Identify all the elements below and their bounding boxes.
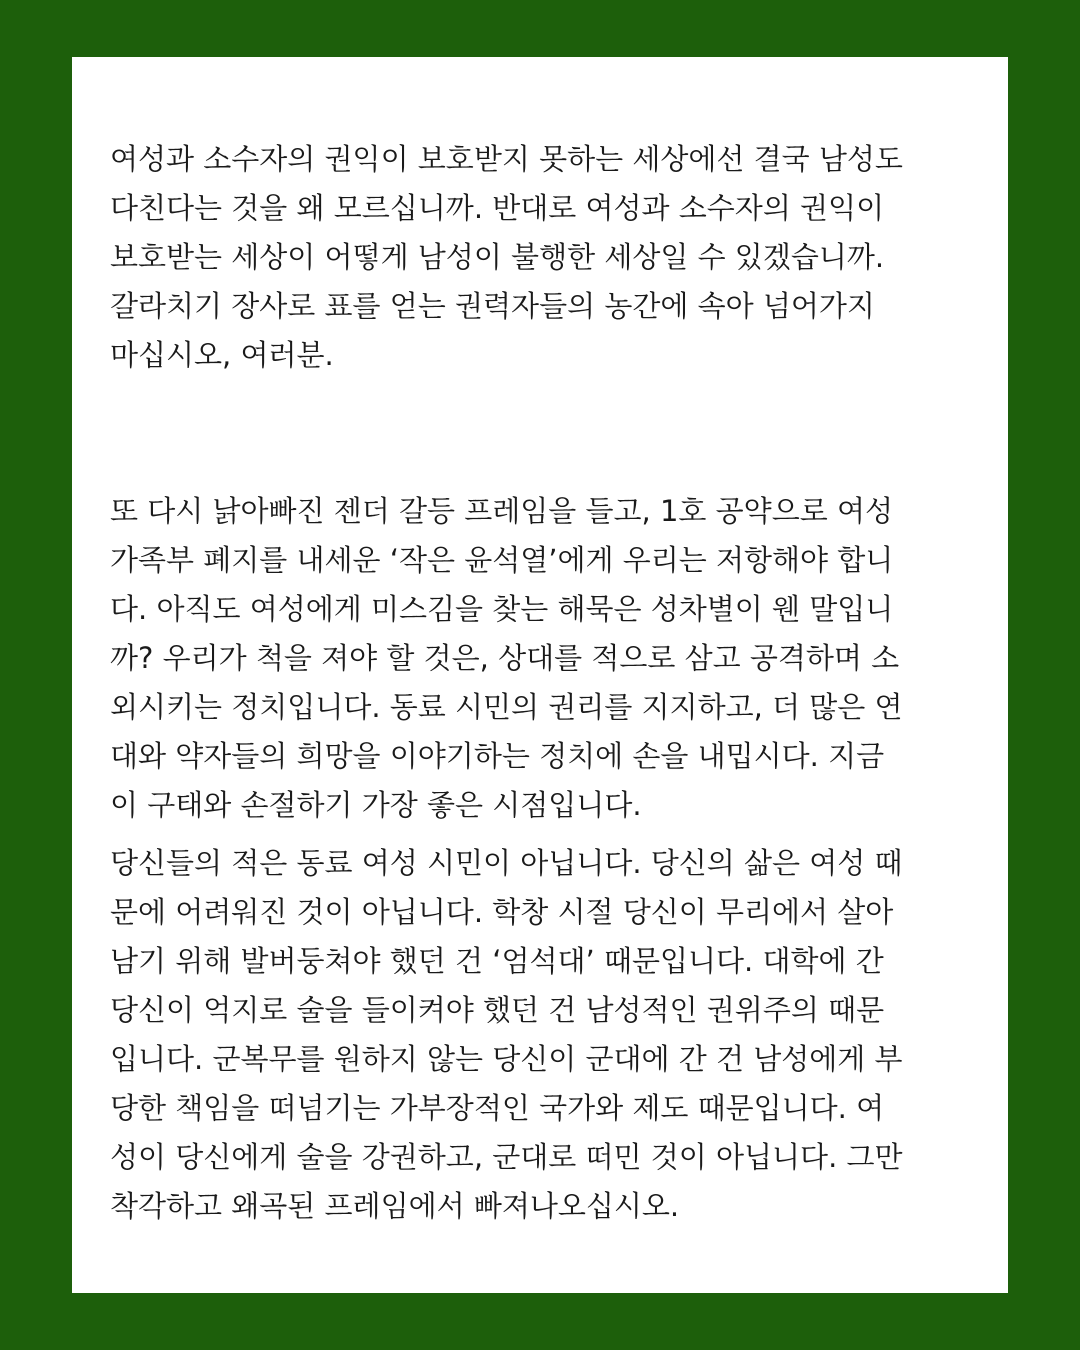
paragraph-line: 성이 당신에게 술을 강권하고, 군대로 떠민 것이 아닙니다. 그만 xyxy=(110,1140,903,1174)
paragraph-line: 착각하고 왜곡된 프레임에서 빠져나오십시오. xyxy=(110,1189,680,1223)
paragraph-line: 마십시오, 여러분. xyxy=(110,338,334,372)
paragraph-line: 대와 약자들의 희망을 이야기하는 정치에 손을 내밉시다. 지금 xyxy=(110,739,885,773)
paragraph-line: 당신들의 적은 동료 여성 시민이 아닙니다. 당신의 삶은 여성 때 xyxy=(110,846,903,880)
text-card xyxy=(72,57,1008,1293)
paragraph-line: 당신이 억지로 술을 들이켜야 했던 건 남성적인 권위주의 때문 xyxy=(110,993,885,1027)
paragraph-line: 다친다는 것을 왜 모르십니까. 반대로 여성과 소수자의 권익이 xyxy=(110,191,885,225)
paragraph-line: 갈라치기 장사로 표를 얻는 권력자들의 농간에 속아 넘어가지 xyxy=(110,289,875,323)
paragraph-line: 여성과 소수자의 권익이 보호받지 못하는 세상에선 결국 남성도 xyxy=(110,142,903,176)
paragraph-line: 보호받는 세상이 어떻게 남성이 불행한 세상일 수 있겠습니까. xyxy=(110,240,885,274)
paragraph-2 xyxy=(110,487,972,830)
paragraph-line: 까? 우리가 척을 져야 할 것은, 상대를 적으로 삼고 공격하며 소 xyxy=(110,641,900,675)
paragraph-line: 가족부 폐지를 내세운 ‘작은 윤석열’에게 우리는 저항해야 합니 xyxy=(110,543,894,577)
paragraph-line: 당한 책임을 떠넘기는 가부장적인 국가와 제도 때문입니다. 여 xyxy=(110,1091,885,1125)
paragraph-line: 이 구태와 손절하기 가장 좋은 시점입니다. xyxy=(110,788,642,822)
paragraph-line: 또 다시 낡아빠진 젠더 갈등 프레임을 들고, 1호 공약으로 여성 xyxy=(110,494,893,528)
paragraph-1 xyxy=(110,135,972,380)
paragraph-line: 남기 위해 발버둥쳐야 했던 건 ‘엄석대’ 때문입니다. 대학에 간 xyxy=(110,944,884,978)
paragraph-line: 외시키는 정치입니다. 동료 시민의 권리를 지지하고, 더 많은 연 xyxy=(110,690,903,724)
paragraph-line: 입니다. 군복무를 원하지 않는 당신이 군대에 간 건 남성에게 부 xyxy=(110,1042,903,1076)
paragraph-line: 문에 어려워진 것이 아닙니다. 학창 시절 당신이 무리에서 살아 xyxy=(110,895,894,929)
paragraph-line: 다. 아직도 여성에게 미스김을 찾는 해묵은 성차별이 웬 말입니 xyxy=(110,592,894,626)
paragraph-3 xyxy=(110,839,972,1231)
